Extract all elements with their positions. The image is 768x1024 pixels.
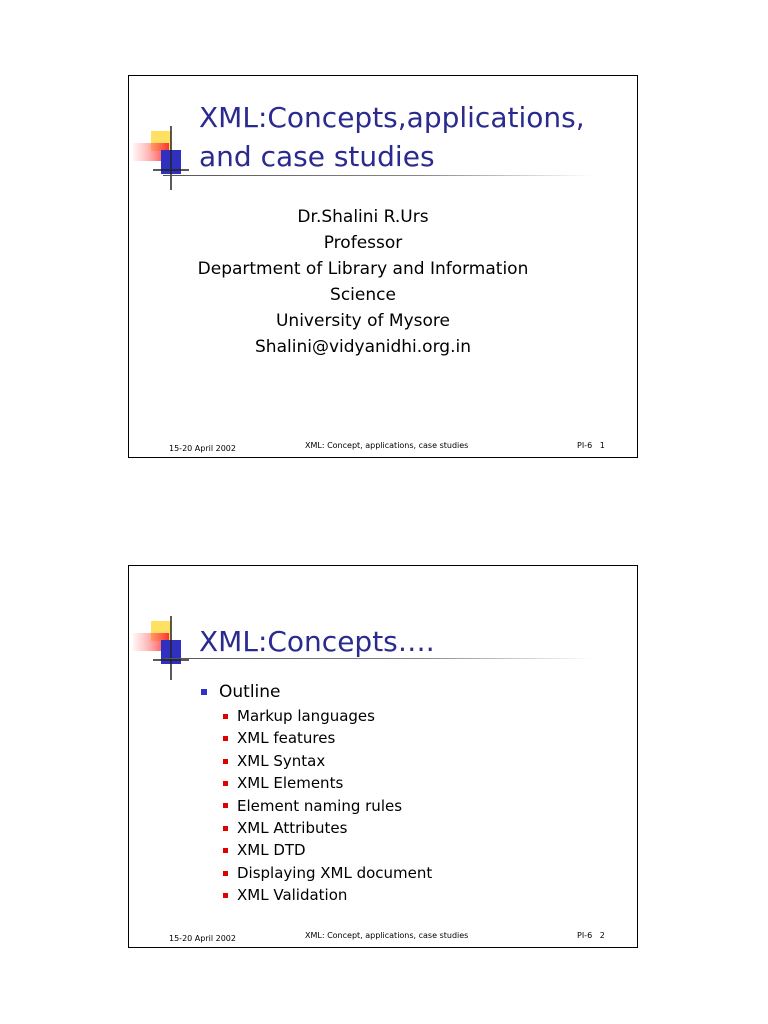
slide-title: XML:Concepts,applications, and case studies [199, 101, 585, 173]
slide-1 [128, 75, 638, 458]
list-item: XML features [223, 727, 601, 749]
slide-footer [129, 437, 637, 457]
crosshair-squares-logo-icon [129, 126, 189, 191]
square-bullet-icon [223, 871, 228, 876]
author-block [129, 204, 597, 360]
slide-title: XML:Concepts…. [199, 625, 435, 658]
outline-heading: Outline [201, 681, 601, 703]
square-bullet-icon [201, 689, 207, 695]
footer-date: 15-20 April 2002 [169, 444, 236, 453]
author-email: Shalini@vidyanidhi.org.in [255, 337, 471, 357]
author-name: Dr.Shalini R.Urs [297, 207, 429, 227]
square-bullet-icon [223, 714, 228, 719]
footer-title: XML: Concept, applications, case studies [305, 441, 469, 450]
square-bullet-icon [223, 736, 228, 741]
list-item: XML Elements [223, 772, 601, 794]
square-bullet-icon [223, 893, 228, 898]
square-bullet-icon [223, 759, 228, 764]
footer-date: 15-20 April 2002 [169, 934, 236, 943]
footer-page-number: PI-6 1 [577, 441, 605, 450]
list-item: XML DTD [223, 839, 601, 861]
square-bullet-icon [223, 781, 228, 786]
crosshair-squares-logo-icon [129, 616, 189, 681]
outline-sublist [201, 705, 601, 907]
list-item: XML Attributes [223, 817, 601, 839]
author-department: Department of Library and Information Science [197, 259, 529, 305]
list-item: Markup languages [223, 705, 601, 727]
square-bullet-icon [223, 826, 228, 831]
author-title: Professor [323, 233, 403, 253]
list-item: Displaying XML document [223, 862, 601, 884]
author-university: University of Mysore [275, 311, 450, 331]
square-bullet-icon [223, 848, 228, 853]
title-underline [163, 175, 593, 176]
list-item: XML Syntax [223, 750, 601, 772]
list-item: Element naming rules [223, 795, 601, 817]
slide-footer [129, 927, 637, 947]
outline-list [201, 681, 601, 907]
list-item: XML Validation [223, 884, 601, 906]
title-underline [163, 658, 593, 659]
footer-title: XML: Concept, applications, case studies [305, 931, 469, 940]
square-bullet-icon [223, 803, 228, 808]
slide-2 [128, 565, 638, 948]
footer-page-number: PI-6 2 [577, 931, 605, 940]
